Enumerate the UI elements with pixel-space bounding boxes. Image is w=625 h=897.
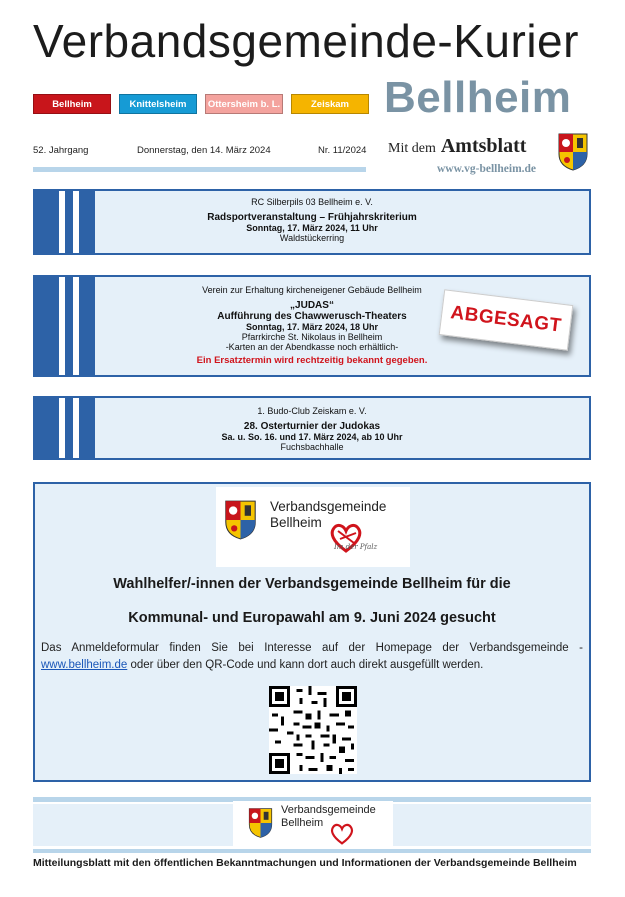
municipality-tag-bellheim[interactable]: Bellheim	[33, 94, 111, 114]
amtsblatt-word: Amtsblatt	[440, 135, 527, 157]
brand-name: Bellheim	[384, 73, 572, 122]
issue-date: Donnerstag, den 14. März 2024	[137, 145, 271, 156]
footer-logo-line-1: Verbandsgemeinde	[281, 804, 376, 816]
coat-of-arms-icon	[557, 132, 589, 172]
footer-logo	[233, 801, 393, 849]
ticket-note: -Karten an der Abendkasse noch erhältlich-	[225, 342, 399, 352]
event-organizer: RC Silberpils 03 Bellheim e. V.	[251, 197, 373, 207]
qr-code[interactable]	[269, 686, 357, 774]
logo-slogan: Im der Pfalz	[334, 543, 378, 551]
body-text-after: oder über den QR-Code und kann dort auch direkt ausgefüllt werden.	[127, 659, 484, 672]
coat-of-arms-icon	[223, 499, 258, 541]
heart-icon	[329, 823, 355, 845]
homepage-link[interactable]: www.bellheim.de	[41, 659, 128, 672]
event-venue: Pfarrkirche St. Nikolaus in Bellheim	[241, 332, 383, 342]
amtsblatt-prefix: Mit dem	[388, 141, 436, 156]
logo-line-2: Bellheim	[270, 514, 322, 530]
notice-subheadline: Kommunal- und Europawahl am 9. Juni 2024 gesucht	[128, 610, 496, 626]
volume-year: 52. Jahrgang	[33, 145, 89, 156]
amtsblatt-label	[388, 135, 526, 158]
event-venue: Waldstückerring	[279, 233, 345, 243]
event-stripes	[35, 277, 95, 375]
replacement-date-note: Ein Ersatztermin wird rechtzeitig bekannt gegeben.	[196, 355, 428, 366]
notice-body	[41, 640, 583, 675]
event-subtitle: Aufführung des Chawwerusch-Theaters	[217, 311, 407, 322]
event-date: Sonntag, 17. März 2024, 11 Uhr	[246, 223, 378, 233]
vg-logo	[216, 487, 410, 567]
event-title: 28. Osterturnier der Judokas	[243, 421, 381, 432]
notice-headline: Wahlhelfer/-innen der Verbandsgemeinde Bellheim für die	[113, 576, 511, 592]
election-helper-notice	[33, 482, 591, 782]
event-stripes	[35, 191, 95, 253]
event-organizer: 1. Budo-Club Zeiskam e. V.	[257, 406, 367, 416]
logo-line-1: Verbandsgemeinde	[270, 499, 387, 514]
cancelled-stamp: ABGESAGT	[439, 289, 574, 351]
event-organizer: Verein zur Erhaltung kircheneigener Gebäude Bellheim	[202, 285, 422, 295]
footer-logo-line-2: Bellheim	[281, 817, 324, 830]
event-date: Sa. u. So. 16. und 17. März 2024, ab 10 Uhr	[221, 432, 403, 442]
event-stripes	[35, 398, 95, 458]
event-title: „JUDAS“	[290, 300, 334, 311]
event-title: Radsportveranstaltung – Frühjahrskriterium	[207, 212, 417, 223]
municipality-tag-zeiskam[interactable]: Zeiskam	[291, 94, 369, 114]
footer-divider-bottom	[33, 849, 591, 853]
footer-tagline: Mitteilungsblatt mit den öffentlichen Bekanntmachungen und Informationen der Verbandsgemeinde Bellheim	[33, 857, 577, 869]
municipality-tag-knittelsheim[interactable]: Knittelsheim	[119, 94, 197, 114]
event-content	[95, 398, 529, 458]
newspaper-title: Verbandsgemeinde-Kurier	[33, 15, 579, 67]
event-box-judo	[33, 396, 591, 460]
website-link[interactable]: www.vg-bellheim.de	[437, 163, 537, 175]
event-box-cycling	[33, 189, 591, 255]
event-date: Sonntag, 17. März 2024, 18 Uhr	[245, 322, 379, 332]
header-divider	[33, 167, 366, 172]
municipality-tags	[33, 94, 369, 114]
event-content	[95, 191, 529, 253]
event-venue: Fuchsbachhalle	[280, 442, 344, 452]
body-text-before: Das Anmeldeformular finden Sie bei Interesse auf der Homepage der Verbandsgemeinde -	[41, 642, 583, 654]
municipality-tag-ottersheim[interactable]: Ottersheim b. L.	[205, 94, 283, 114]
issue-number: Nr. 11/2024	[318, 145, 367, 156]
coat-of-arms-icon	[247, 807, 274, 839]
